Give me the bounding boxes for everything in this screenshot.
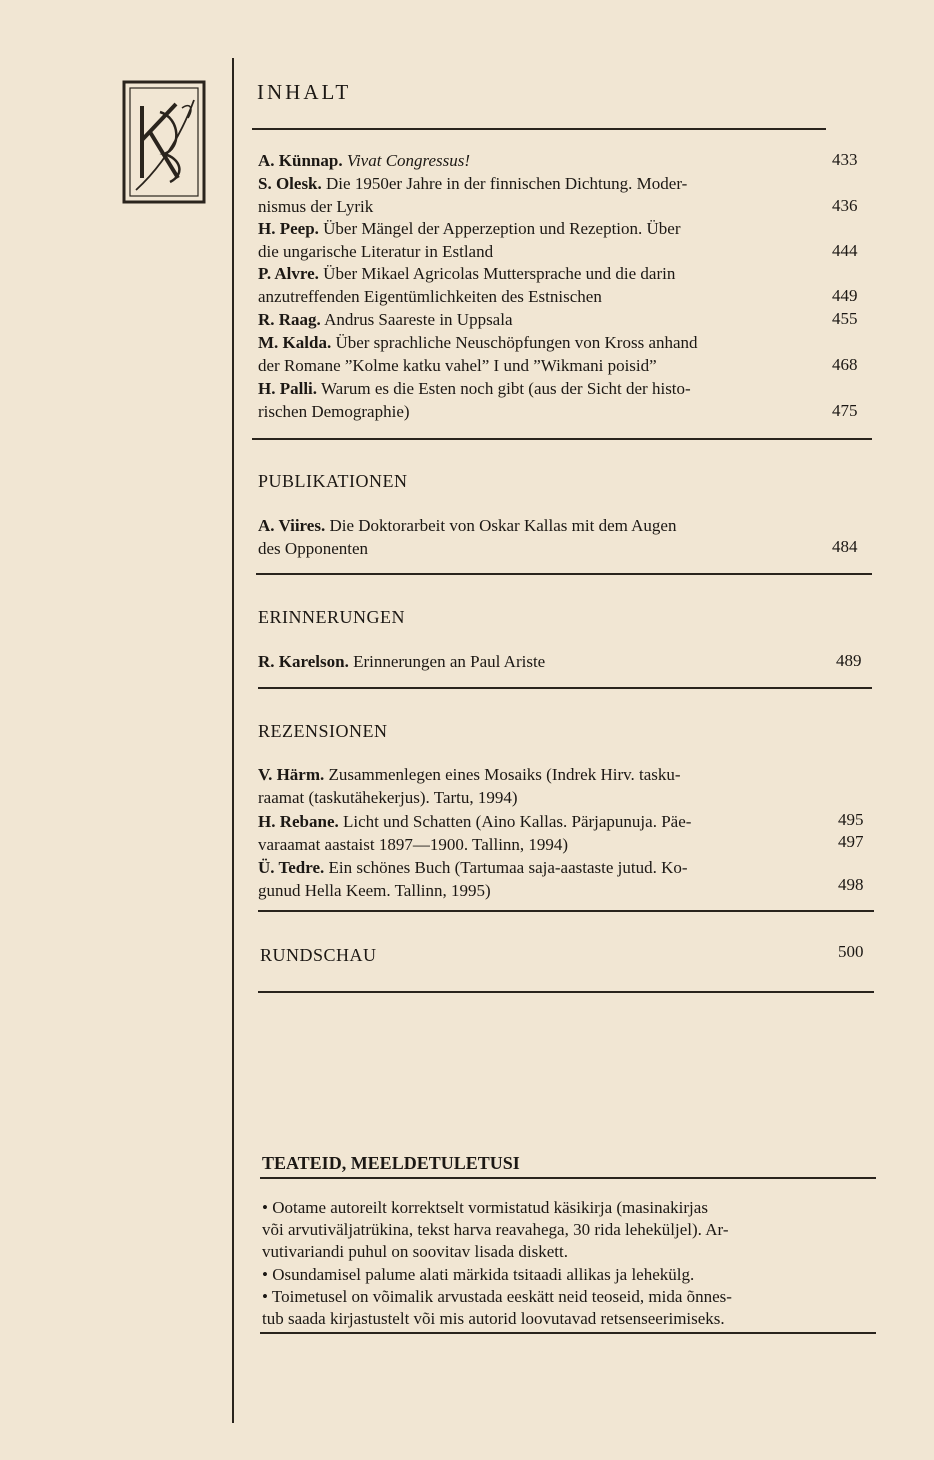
- entry-page-number: 497: [838, 832, 864, 851]
- entry-author: H. Peep.: [258, 219, 319, 238]
- toc-entry: [258, 173, 687, 218]
- vertical-rule: [232, 58, 234, 1423]
- toc-entry: [258, 857, 688, 902]
- entry-title-line: Licht und Schatten (Aino Kallas. Pärjapunuja. Päe-: [343, 812, 692, 831]
- toc-entry: [258, 309, 513, 332]
- entry-title-line: anzutreffenden Eigentümlichkeiten des Estnischen: [258, 286, 602, 306]
- entry-page-number: 489: [836, 651, 862, 670]
- entry-author: V. Härm.: [258, 765, 325, 784]
- entry-author: Ü. Tedre.: [258, 858, 325, 877]
- divider: [260, 1332, 876, 1334]
- entry-title-line: Über sprachliche Neuschöpfungen von Kross anhand: [335, 333, 698, 352]
- entry-page-number: 468: [832, 355, 858, 374]
- divider: [260, 1177, 876, 1179]
- entry-page-number: 444: [832, 241, 858, 260]
- notices-title: TEATEID, MEELDETULETUSI: [262, 1153, 520, 1173]
- divider: [258, 991, 874, 993]
- notice-line: • Toimetusel on võimalik arvustada eeskätt neid teoseid, mida õnnes-: [262, 1287, 732, 1306]
- notice-line: või arvutiväljatrükina, tekst harva reavahega, 30 rida leheküljel). Ar-: [262, 1220, 729, 1239]
- notice-line: tub saada kirjastustelt või mis autorid loovutavad retsenseerimiseks.: [262, 1309, 725, 1328]
- section-heading-review: RUNDSCHAU: [260, 945, 377, 965]
- entry-author: S. Olesk.: [258, 174, 322, 193]
- entry-title-line: rischen Demographie): [258, 401, 410, 421]
- entry-author: A. Viires.: [258, 516, 326, 535]
- toc-entry: [258, 263, 675, 308]
- entry-page-number: 436: [832, 196, 858, 215]
- toc-entry: [258, 651, 545, 674]
- toc-entry: [258, 378, 691, 423]
- entry-title-line: des Opponenten: [258, 538, 369, 558]
- entry-page-number: 498: [838, 875, 864, 894]
- entry-author: H. Rebane.: [258, 812, 339, 831]
- divider: [258, 687, 872, 689]
- entry-title-line: gunud Hella Keem. Tallinn, 1995): [258, 880, 491, 900]
- divider: [258, 910, 874, 912]
- entry-author: R. Raag.: [258, 310, 321, 329]
- section-heading-memories: ERINNERUNGEN: [258, 607, 405, 627]
- entry-page-number: 495: [838, 810, 864, 829]
- entry-author: H. Palli.: [258, 379, 318, 398]
- entry-title-line: varaamat aastaist 1897—1900. Tallinn, 1994): [258, 834, 569, 854]
- entry-author: R. Karelson.: [258, 652, 349, 671]
- entry-page-number: 484: [832, 537, 858, 556]
- divider: [252, 438, 872, 440]
- contents-heading: INHALT: [257, 80, 352, 104]
- entry-title-line: Warum es die Esten noch gibt (aus der Sicht der histo-: [320, 379, 691, 398]
- toc-entry: [258, 150, 470, 173]
- entry-title-line: nismus der Lyrik: [258, 196, 374, 216]
- toc-entry: [258, 515, 828, 560]
- toc-entry: [258, 811, 691, 856]
- divider: [252, 128, 826, 130]
- notice-line: • Osundamisel palume alati märkida tsitaadi allikas ja lehekülg.: [262, 1265, 695, 1284]
- entry-title-line: Über Mängel der Apperzeption und Rezeption. Über: [323, 219, 681, 238]
- entry-title-line: Über Mikael Agricolas Muttersprache und die darin: [323, 264, 676, 283]
- entry-page-number: 433: [832, 150, 858, 169]
- entry-title-line: die ungarische Literatur in Estland: [258, 241, 494, 261]
- section-heading-publications: PUBLIKATIONEN: [258, 471, 408, 491]
- entry-page-number: 475: [832, 401, 858, 420]
- entry-page-number: 500: [838, 942, 864, 961]
- toc-entry: [258, 218, 681, 263]
- entry-author: A. Künnap.: [258, 151, 343, 170]
- section-heading-reviews: REZENSIONEN: [258, 721, 388, 741]
- entry-title-line: Andrus Saareste in Uppsala: [324, 310, 513, 329]
- entry-page-number: 455: [832, 309, 858, 328]
- toc-entry: [258, 332, 698, 377]
- journal-monogram-logo: [120, 78, 208, 206]
- entry-title-line: Die 1950er Jahre in der finnischen Dichtung. Moder-: [326, 174, 688, 193]
- notice-line: vutivariandi puhul on soovitav lisada diskett.: [262, 1242, 568, 1261]
- entry-title-line: Vivat Congressus!: [346, 151, 471, 170]
- notice-line: • Ootame autoreilt korrektselt vormistatud käsikirja (masinakirjas: [262, 1198, 708, 1217]
- entry-title-line: raamat (taskutähekerjus). Tartu, 1994): [258, 787, 518, 807]
- entry-page-number: 449: [832, 286, 858, 305]
- entry-title-line: Ein schönes Buch (Tartumaa saja-aastaste jutud. Ko-: [328, 858, 688, 877]
- entry-title-line: Zusammenlegen eines Mosaiks (Indrek Hirv. tasku-: [328, 765, 681, 784]
- entry-author: P. Alvre.: [258, 264, 319, 283]
- entry-author: M. Kalda.: [258, 333, 332, 352]
- entry-title-line: Erinnerungen an Paul Ariste: [353, 652, 546, 671]
- divider: [256, 573, 872, 575]
- toc-entry: [258, 764, 681, 809]
- entry-title-line: der Romane ”Kolme katku vahel” I und ”Wikmani poisid”: [258, 355, 657, 375]
- entry-title-line: Die Doktorarbeit von Oskar Kallas mit dem Augen: [329, 516, 677, 535]
